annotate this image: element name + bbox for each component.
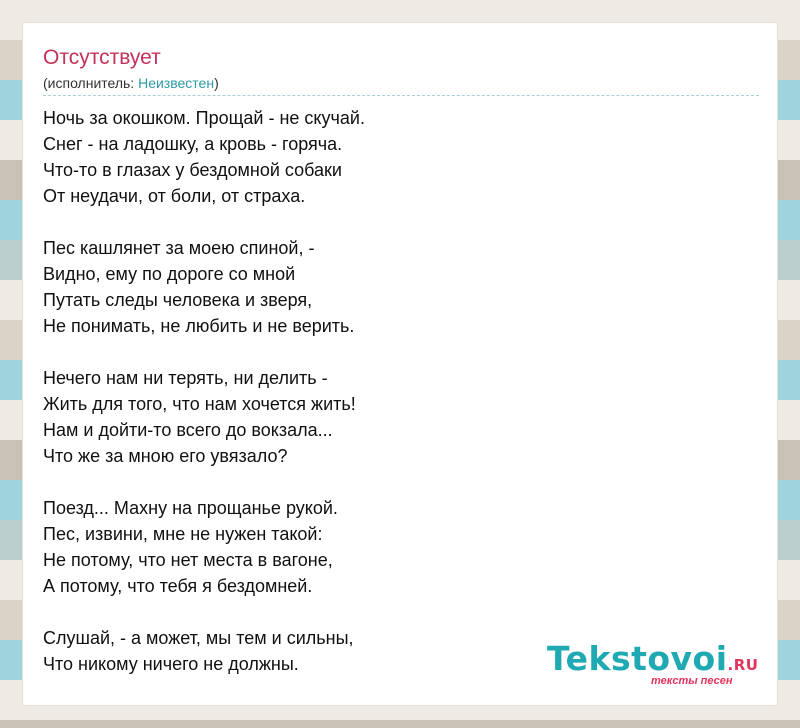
song-title: Отсутствует <box>43 46 161 69</box>
artist-name-link[interactable]: Неизвестен <box>138 75 215 91</box>
lyric-line: Снег - на ладошку, а кровь - горяча. <box>43 134 343 154</box>
logo-tagline: тексты песен <box>651 675 733 687</box>
lyric-line: А потому, что тебя я бездомней. <box>43 576 313 596</box>
lyrics-text <box>43 105 759 677</box>
site-logo[interactable] <box>547 639 767 689</box>
artist-prefix: (исполнитель: <box>43 75 139 91</box>
lyric-line: Поезд... Махну на прощанье рукой. <box>43 498 338 518</box>
lyric-line: Не потому, что нет места в вагоне, <box>43 550 333 570</box>
lyric-line: Пес кашлянет за моею спиной, - <box>43 238 315 258</box>
stanza-1 <box>43 105 759 209</box>
stanza-2 <box>43 235 759 339</box>
artist-line <box>43 74 219 92</box>
lyric-line: Нечего нам ни терять, ни делить - <box>43 368 328 388</box>
lyric-line: Что никому ничего не должны. <box>43 654 299 674</box>
lyric-line: Слушай, - а может, мы тем и сильны, <box>43 628 354 648</box>
logo-tld: .RU <box>727 656 759 674</box>
lyric-line: Путать следы человека и зверя, <box>43 290 313 310</box>
lyric-line: Пес, извини, мне не нужен такой: <box>43 524 323 544</box>
stanza-4 <box>43 495 759 599</box>
lyric-line: Жить для того, что нам хочется жить! <box>43 394 356 414</box>
lyric-line: Не понимать, не любить и не верить. <box>43 316 355 336</box>
lyric-line: Что же за мною его увязало? <box>43 446 288 466</box>
lyric-line: Ночь за окошком. Прощай - не скучай. <box>43 108 365 128</box>
logo-main-text: Tekstovoi <box>547 639 728 678</box>
lyric-line: Что-то в глазах у бездомной собаки <box>43 160 342 180</box>
lyric-line: Видно, ему по дороге со мной <box>43 264 296 284</box>
lyric-line: Нам и дойти-то всего до вокзала... <box>43 420 333 440</box>
dashed-divider <box>43 95 759 96</box>
artist-suffix: ) <box>214 75 219 91</box>
lyrics-card <box>22 22 778 706</box>
stanza-3 <box>43 365 759 469</box>
lyric-line: От неудачи, от боли, от страха. <box>43 186 306 206</box>
